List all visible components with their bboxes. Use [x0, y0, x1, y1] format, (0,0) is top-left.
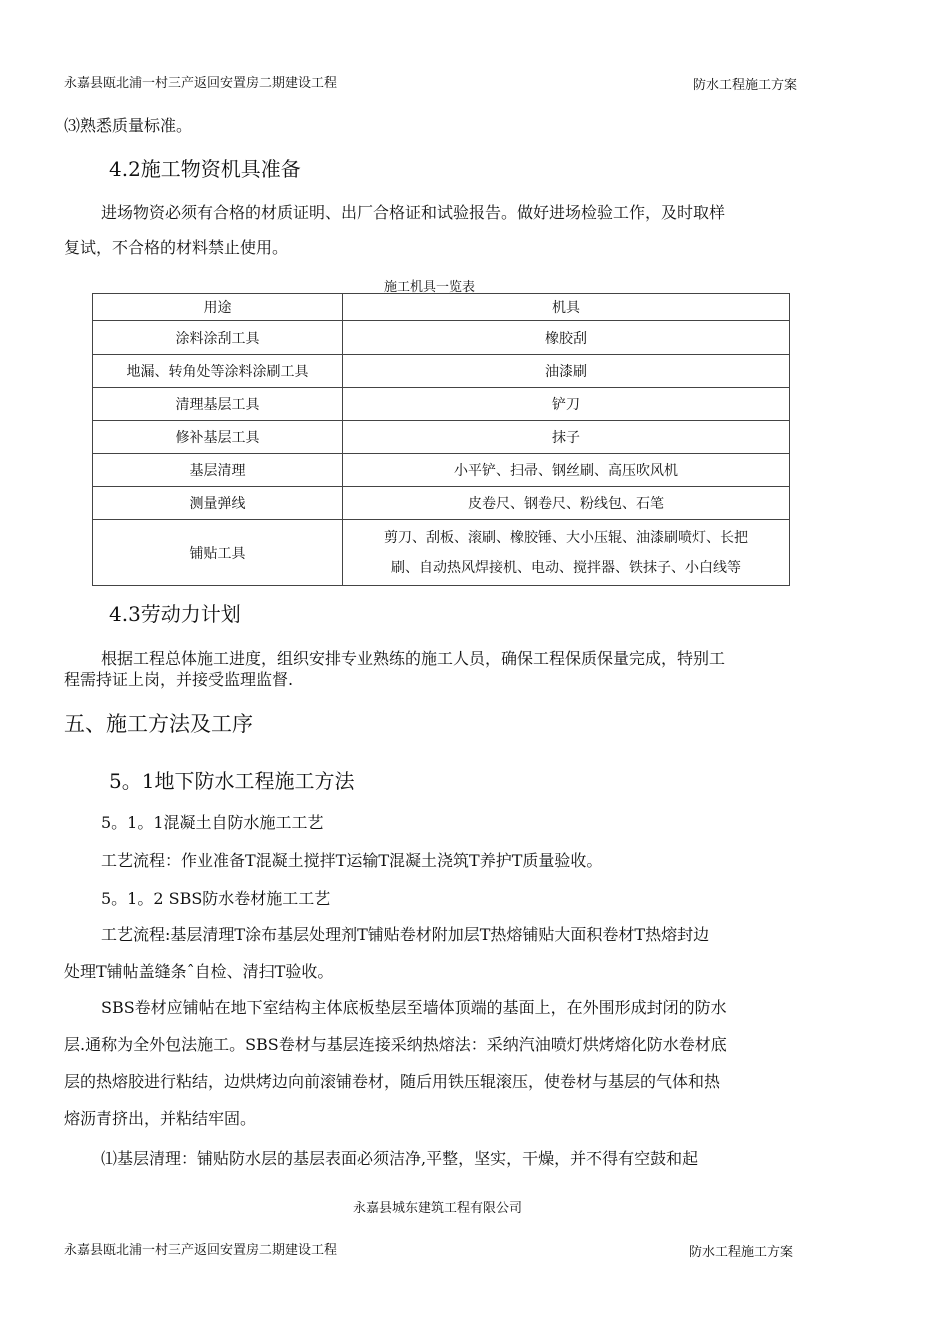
table-cell-tools: 小平铲、扫帚、钢丝刷、高压吹风机	[343, 454, 790, 487]
process-flow-5-1-2-line2: 处理T铺帖盖缝条ˆ自检、清扫T验收。	[64, 962, 334, 981]
table-cell-use: 清理基层工具	[93, 388, 343, 421]
table-cell-use: 修补基层工具	[93, 421, 343, 454]
next-page-header-project-title: 永嘉县瓯北浦一村三产返回安置房二期建设工程	[64, 1243, 338, 1258]
section-heading-4-2: 4.2施工物资机具准备	[109, 157, 301, 181]
sbs-paragraph-line4: 熔沥青挤出，并粘结牢固。	[64, 1109, 257, 1128]
footer-company: 永嘉县城东建筑工程有限公司	[353, 1201, 523, 1216]
table-cell-tools: 油漆刷	[343, 355, 790, 388]
table-row	[93, 520, 790, 586]
table-row	[93, 388, 790, 421]
table-header-cell: 用途	[93, 294, 343, 321]
table-cell-tools-line2: 刷、自动热风焊接机、电动、搅拌器、铁抹子、小白线等	[391, 559, 741, 576]
table-row	[93, 321, 790, 355]
table-cell-use: 地漏、转角处等涂料涂刷工具	[93, 355, 343, 388]
table-header-cell: 机具	[343, 294, 790, 321]
table-cell-use: 基层清理	[93, 454, 343, 487]
table-row	[93, 454, 790, 487]
table-cell-use: 测量弹线	[93, 487, 343, 520]
table-row	[93, 355, 790, 388]
table-cell-tools: 铲刀	[343, 388, 790, 421]
table-cell-use: 涂料涂刮工具	[93, 321, 343, 355]
table-cell-tools: 皮卷尺、钢卷尺、粉线包、石笔	[343, 487, 790, 520]
section-heading-4-3: 4.3劳动力计划	[109, 602, 241, 626]
subsection-heading-5-1-2: 5。1。2 SBS防水卷材施工工艺	[101, 889, 331, 908]
paragraph-4-2-line1: 进场物资必须有合格的材质证明、出厂合格证和试验报告。做好进场检验工作，及时取样	[101, 203, 726, 222]
paragraph-4-3-line1: 根据工程总体施工进度，组织安排专业熟练的施工人员，确保工程保质保量完成，特别工	[101, 649, 726, 668]
chapter-heading-5: 五、施工方法及工序	[64, 712, 253, 736]
list-item-1: ⑴基层清理：铺贴防水层的基层表面必须洁净,平整，坚实，干燥，并不得有空鼓和起	[101, 1149, 699, 1168]
list-item-3: ⑶熟悉质量标准。	[64, 116, 193, 135]
table-header-row	[93, 294, 790, 321]
sbs-paragraph-line2: 层.通称为全外包法施工。SBS卷材与基层连接采纳热熔法：采纳汽油喷灯烘烤熔化防水卷材底	[64, 1035, 727, 1054]
process-flow-5-1-1: 工艺流程：作业准备T混凝土搅拌T运输T混凝土浇筑T养护T质量验收。	[101, 851, 603, 870]
table-row	[93, 487, 790, 520]
table-cell-use: 铺贴工具	[93, 520, 343, 586]
subsection-heading-5-1-1: 5。1。1混凝土自防水施工工艺	[101, 813, 324, 832]
next-page-header-doc-title: 防水工程施工方案	[689, 1245, 794, 1260]
table-cell-tools: 抹子	[343, 421, 790, 454]
process-flow-5-1-2-line1: 工艺流程:基层清理T涂布基层处理剂T铺贴卷材附加层T热熔铺贴大面积卷材T热熔封边	[101, 925, 710, 944]
section-heading-5-1: 5。1地下防水工程施工方法	[109, 769, 355, 793]
tools-table	[92, 293, 790, 586]
sbs-paragraph-line1: SBS卷材应铺帖在地下室结构主体底板垫层至墙体顶端的基面上，在外围形成封闭的防水	[101, 998, 727, 1017]
header-doc-title: 防水工程施工方案	[693, 78, 798, 93]
header-project-title: 永嘉县瓯北浦一村三产返回安置房二期建设工程	[64, 76, 338, 91]
table-row	[93, 421, 790, 454]
paragraph-4-3-line2: 程需持证上岗，并接受监理监督.	[64, 670, 294, 689]
table-cell-tools-line1: 剪刀、刮板、滚刷、橡胶锤、大小压辊、油漆刷喷灯、长把	[384, 529, 748, 546]
sbs-paragraph-line3: 层的热熔胶进行粘结，边烘烤边向前滚铺卷材，随后用铁压辊滚压，使卷材与基层的气体和热	[64, 1072, 721, 1091]
table-cell-tools	[343, 520, 790, 586]
table-cell-tools: 橡胶刮	[343, 321, 790, 355]
table-caption: 施工机具一览表	[384, 280, 476, 295]
paragraph-4-2-line2: 复试，不合格的材料禁止使用。	[64, 238, 289, 257]
